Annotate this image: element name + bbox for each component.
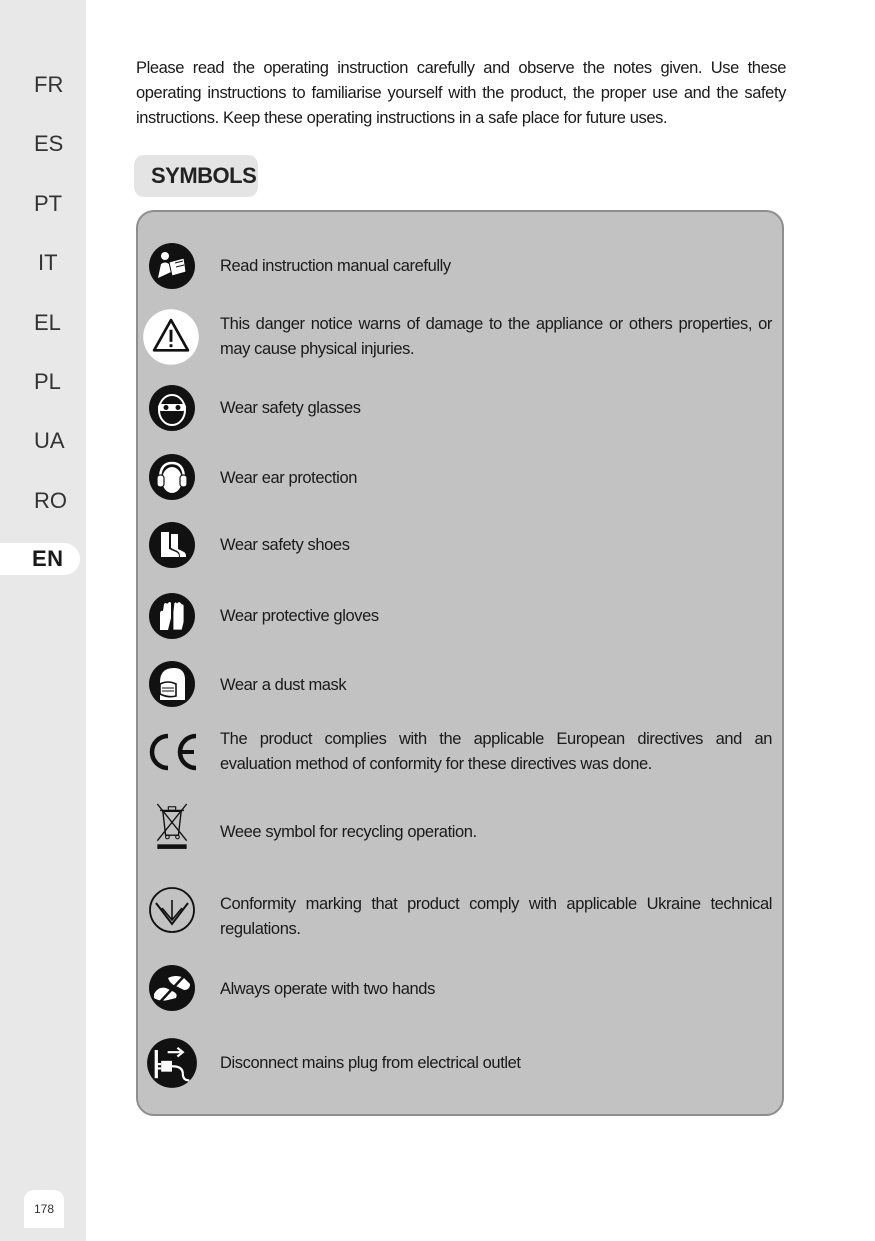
weee-bin-icon xyxy=(150,800,194,852)
symbol-text: Wear ear protection xyxy=(220,469,358,487)
warning-triangle-icon xyxy=(142,308,200,366)
symbol-text: Conformity marking that product comply with applicable Ukraine technical regulations. xyxy=(220,895,772,938)
dust-mask-icon xyxy=(148,660,196,708)
safety-glasses-icon xyxy=(148,384,196,432)
two-hands-icon xyxy=(148,964,196,1012)
symbols-panel xyxy=(136,210,784,1116)
lang-en-active[interactable]: EN xyxy=(0,543,80,575)
language-sidebar: FR ES PT IT EL PL UA RO EN 178 xyxy=(0,0,86,1241)
symbol-text: The product complies with the applicable European directives and an evaluation method of conformity for these directives was done. xyxy=(220,730,772,773)
read-manual-icon xyxy=(148,242,196,290)
symbol-text: This danger notice warns of damage to the appliance or others properties, or may cause physical injuries. xyxy=(220,315,772,358)
symbol-text: Wear safety shoes xyxy=(220,536,350,554)
ce-mark-icon xyxy=(144,728,200,776)
ear-protection-icon xyxy=(148,453,196,501)
disconnect-plug-icon xyxy=(146,1037,198,1089)
safety-shoes-icon xyxy=(148,521,196,569)
protective-gloves-icon xyxy=(148,592,196,640)
symbol-text: Wear a dust mask xyxy=(220,676,347,694)
section-title: SYMBOLS xyxy=(151,163,257,188)
ukraine-conformity-icon xyxy=(148,886,196,934)
intro-paragraph: Please read the operating instruction carefully and observe the notes given. Use these operating instructions to familiarise yourself with the product, the proper use and the safety instructions. Keep these operating instructions in a safe place for future uses. xyxy=(136,59,786,127)
symbol-text: Wear safety glasses xyxy=(220,399,361,417)
section-title-tag xyxy=(134,155,258,197)
symbol-text: Wear protective gloves xyxy=(220,607,379,625)
symbol-text: Always operate with two hands xyxy=(220,980,435,998)
symbol-text: Disconnect mains plug from electrical outlet xyxy=(220,1054,521,1072)
symbol-text: Read instruction manual carefully xyxy=(220,257,451,275)
page-number: 178 xyxy=(24,1190,64,1228)
symbol-text: Weee symbol for recycling operation. xyxy=(220,823,477,841)
